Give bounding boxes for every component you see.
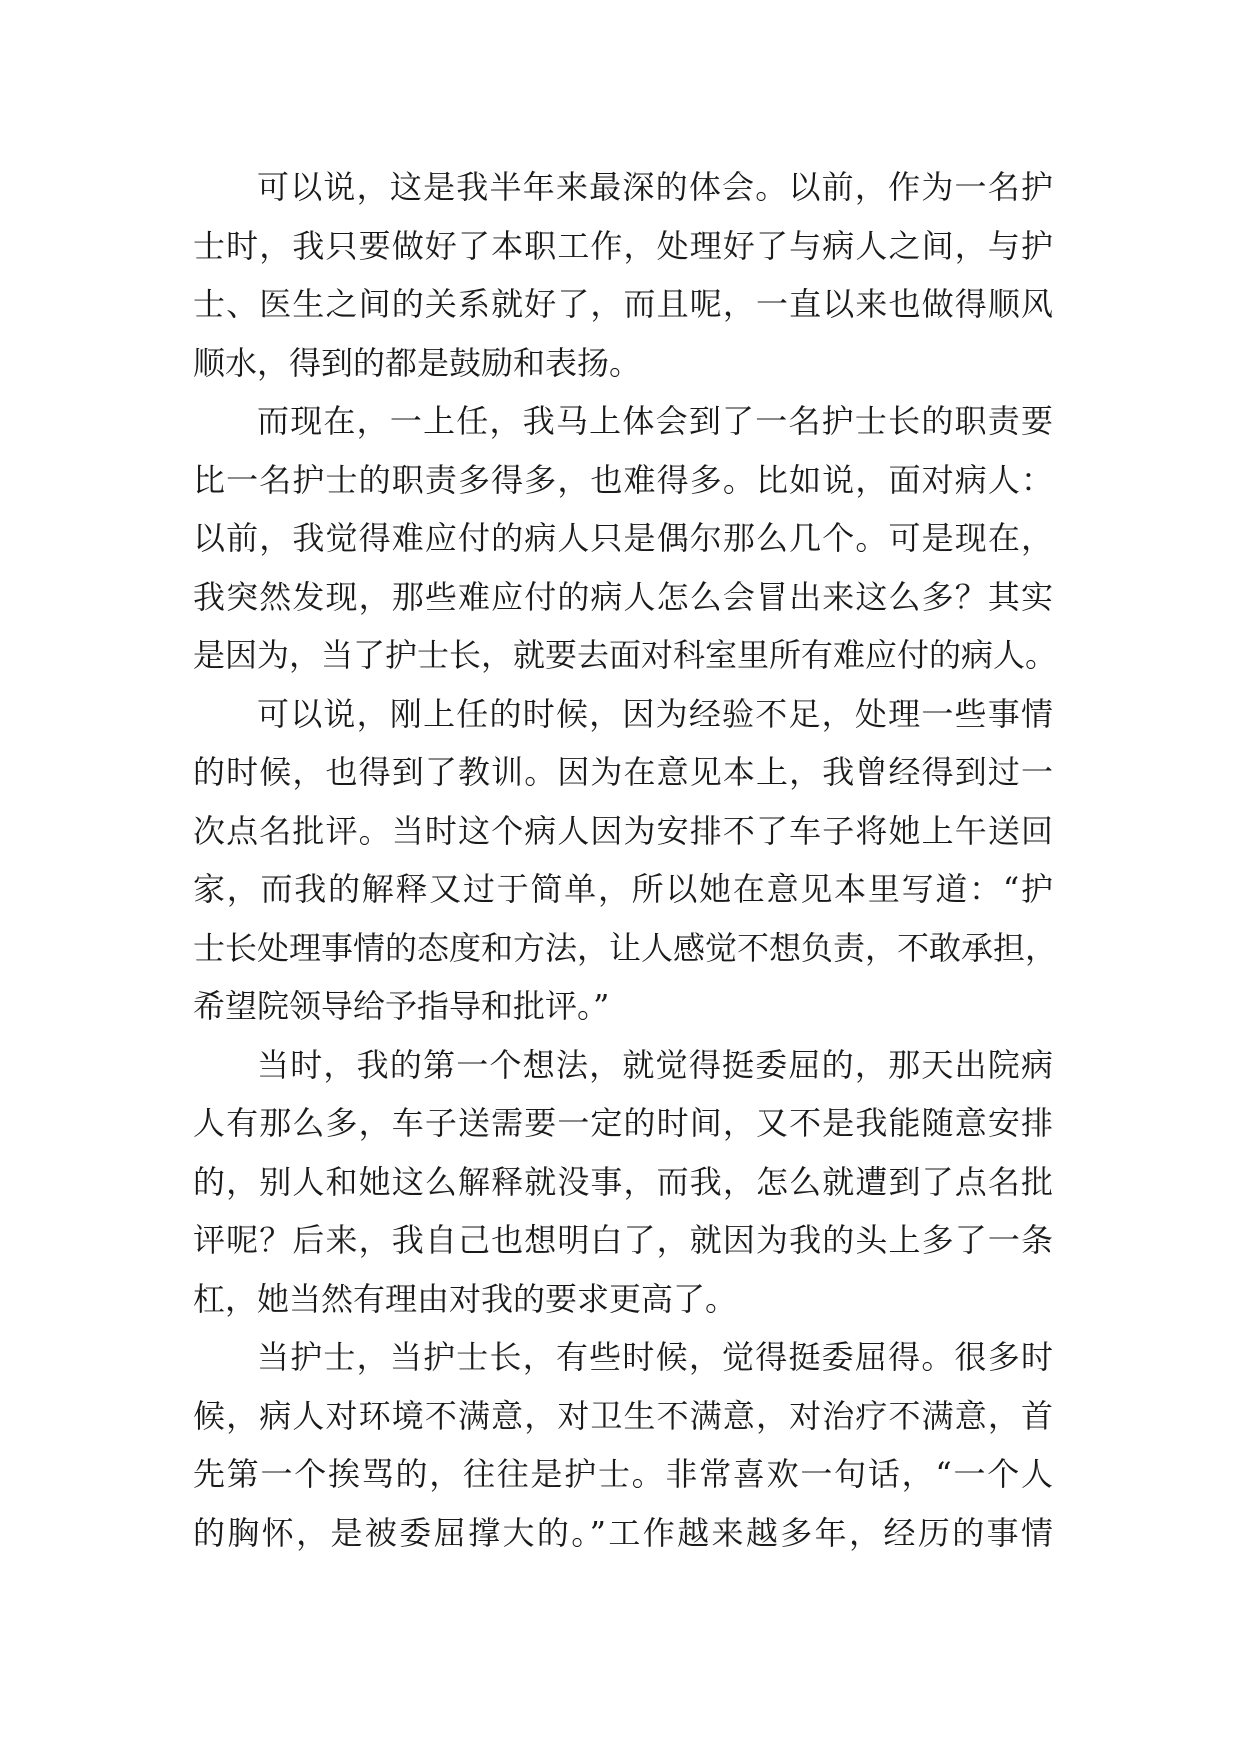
text-line: 家，而我的解释又过于简单，所以她在意见本里写道：“护 [193, 870, 1053, 908]
text-line: 先第一个挨骂的，往往是护士。非常喜欢一句话，“一个人 [193, 1455, 1053, 1493]
text-line: 士、医生之间的关系就好了，而且呢，一直以来也做得顺风 [193, 285, 1053, 323]
text-line: 当护士，当护士长，有些时候，觉得挺委屈得。很多时 [257, 1338, 1053, 1376]
text-line: 次点名批评。当时这个病人因为安排不了车子将她上午送回 [193, 811, 1053, 850]
text-line: 当时，我的第一个想法，就觉得挺委屈的，那天出院病 [257, 1045, 1053, 1084]
text-line: 可以说，刚上任的时候，因为经验不足，处理一些事情 [257, 694, 1053, 733]
paragraph-2 [193, 392, 1058, 685]
text-line: 士长处理事情的态度和方法，让人感觉不想负责，不敢承担， [193, 928, 1058, 967]
text-line: 可以说，这是我半年来最深的体会。以前，作为一名护 [257, 168, 1053, 206]
text-line: 希望院领导给予指导和批评。” [193, 987, 610, 1025]
paragraph-5 [193, 1328, 1053, 1562]
text-line: 是因为，当了护士长，就要去面对科室里所有难应付的病人。 [193, 636, 1058, 674]
paragraph-1 [193, 158, 1053, 392]
text-line: 士时，我只要做好了本职工作，处理好了与病人之间，与护 [193, 226, 1053, 265]
text-line: 我突然发现，那些难应付的病人怎么会冒出来这么多？其实 [193, 577, 1053, 616]
text-line: 候，病人对环境不满意，对卫生不满意，对治疗不满意，首 [193, 1396, 1053, 1435]
text-line: 的时候，也得到了教训。因为在意见本上，我曾经得到过一 [193, 753, 1053, 791]
text-line: 的，别人和她这么解释就没事，而我，怎么就遭到了点名批 [193, 1162, 1053, 1201]
text-line: 杠，她当然有理由对我的要求更高了。 [193, 1279, 738, 1318]
body-text [193, 158, 1058, 1562]
text-line: 的胸怀，是被委屈撑大的。”工作越来越多年，经历的事情 [193, 1513, 1053, 1552]
text-line: 人有那么多，车子送需要一定的时间，又不是我能随意安排 [193, 1104, 1053, 1142]
text-line: 比一名护士的职责多得多，也难得多。比如说，面对病人： [193, 460, 1053, 499]
text-line: 顺水，得到的都是鼓励和表扬。 [193, 343, 642, 382]
text-line: 以前，我觉得难应付的病人只是偶尔那么几个。可是现在， [193, 519, 1053, 557]
paragraph-3 [193, 685, 1058, 1036]
text-line: 评呢？后来，我自己也想明白了，就因为我的头上多了一条 [193, 1221, 1053, 1259]
text-line: 而现在，一上任，我马上体会到了一名护士长的职责要 [257, 402, 1053, 440]
paragraph-4 [193, 1036, 1053, 1329]
